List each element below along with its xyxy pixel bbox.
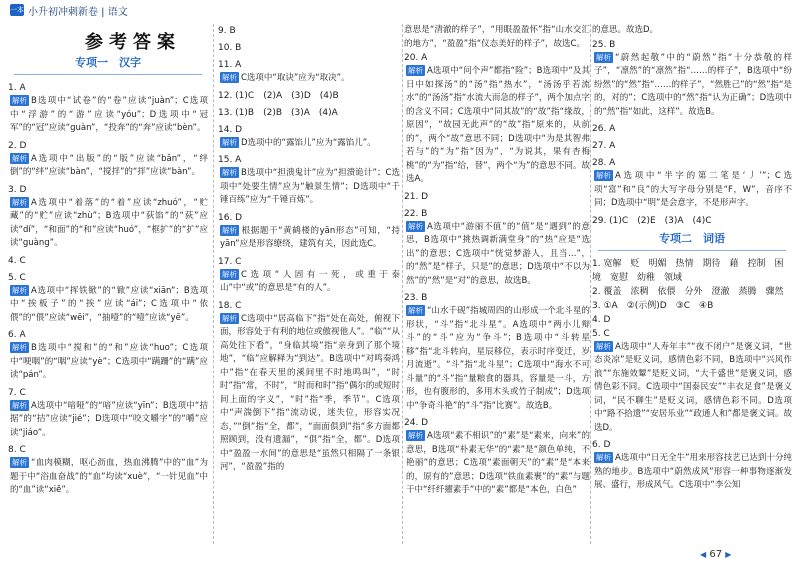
analysis-tag: 解析 [222,269,237,279]
analysis-text [404,305,590,413]
answer-list [592,38,792,228]
analysis-text [218,225,400,252]
answer-entry [592,341,792,436]
answer-entry [592,214,792,228]
analysis-tag: 解析 [222,168,237,177]
analysis-text [592,341,792,436]
analysis-body: A选项中“游丽不值”的“值”是“遇到”的意思，B选项中“挑热调新满堂身”的“热”应是“选出”的意思；C选项中“恍觉梦游人，且当…”，的“然”是“样子，只是”的意思；D选项中“不以为然”的“然”是“对”的意思，故选B。 [406,221,590,286]
analysis-body: C选项“人固有一死，或重于泰山”中“或”的意思是“有的人”。 [220,269,400,293]
page-number: 67 [709,549,723,560]
answer-list [592,341,792,493]
section-title-hanzi: 专项一 汉字 [75,56,141,69]
analysis-body: “蔚然起敬”中的“蔚然”指“十分恭敬的样子”，“凛然”的“凛然”指“……的样子”，B选项中“纷纷然”的“然”指“……的样子”，“然胜己”的“然”指“是的，对的”；C选项中的“然”指“认为正确”；D选项中的“然”指“如此，这样”。故选B。 [594,52,792,117]
answer-entry [218,153,400,208]
analysis-tag: 解析 [596,341,611,351]
answer-list [8,81,208,498]
answer-number: 15. A [218,155,242,165]
answer-entry [218,106,400,120]
analysis-text [592,52,792,120]
word-answer-number: 2. 覆盖 [592,286,622,297]
next-arrow-icon: ▶ [725,550,732,559]
analysis-tag: 解析 [408,66,423,75]
analysis-tag: 解析 [408,306,423,315]
series-title: 小升初冲刺新卷 | 语文 [28,7,128,18]
answer-number: 11. A [218,60,242,70]
answer-entry [592,38,792,120]
analysis-tag: 解析 [408,221,423,231]
analysis-tag: 解析 [222,137,237,147]
word-answer-number: 4. D [592,314,611,325]
analysis-tag: 解析 [12,96,27,105]
answer-number: 2. D [8,140,27,151]
word-answer-number: 5. C [592,328,610,339]
analysis-body: C选项中“居高临下”指“处在高处，俯视下面，形容处于有利的地位或傲视他人”。“临”“从高处往下看”，“身临其境”指“亲身到了那个境地”，“临”应解释为“到达”。B选项中“对鸣奏鸿中”指“在春天里的溪间里不时地鸣叫”，“时时”指“常，不时”，“时而和时”指“偶尔的或短时间上面的字义”，“时”指“季，季节”。C选项中“声湍倒下”指“流动说，迷失位，形容实况态，”“倒”指“全，都”，“面面俱到”指“多方面都照顾到，没有遗漏”，“俱”指“全，都”。D选项中“盈盈一水间”的意思是“虽然只相隔了一条银河”，“盈盈”指的 [220,313,400,472]
analysis-tag: 解析 [12,458,27,467]
analysis-tag: 解析 [596,52,611,62]
answer-number: 22. B [404,208,428,219]
analysis-body: A选项中“半字的第二笔是‘丿’”；C选项“富”和“良”的大写字母分别是“F，W”，音序不同；D选项中“明”是会意字，不是形声字。 [594,171,792,208]
continued-text: 意思是“清澈的样子”，“用眼盈盈怀”指“山水交汇的地方”，“盈盈”指“仪态美好的样子”，故选C。 [404,25,590,49]
answer-entry [218,24,400,38]
analysis-tag: 解析 [12,343,27,352]
answer-entry [218,58,400,86]
word-answer [592,313,792,327]
prev-arrow-icon: ◀ [700,550,707,559]
column-1 [8,24,208,544]
analysis-body: B选项中“搅和”的“和”应读“huo”；C选项中“哽咽”的“咽”应读“yè”；C选项中“蹒跚”的“蹒”应读“pán”。 [10,343,208,380]
analysis-text [8,153,208,180]
answer-number: 20. A [404,53,428,63]
answer-number: 7. C [8,387,26,398]
answer-entry [592,156,792,211]
column-4 [592,24,792,544]
word-answer-text: 浓稠 依偎 分外 澄澈 蒸腾 骤然 [621,286,784,297]
answer-number: 24. D [404,418,429,428]
analysis-text [218,72,400,86]
analysis-text [218,313,400,475]
answer-entry [404,51,590,187]
analysis-text [8,197,208,251]
analysis-body: D选项中的“露馅儿”应为“露馅儿”。 [241,137,376,148]
answer-list [404,51,590,498]
answer-number: 4. C [8,255,26,266]
analysis-body: C选项中“取诀”应为“取决”。 [241,73,350,83]
answer-number: 28. A [592,158,616,168]
answer-entry [592,139,792,153]
word-answer-text: ②(示例)D ③C ④B [617,300,714,311]
analysis-text [8,342,208,383]
word-answer-number: 1. 宽解 [592,258,622,269]
analysis-text [404,221,590,289]
answer-number: 23. B [404,293,428,303]
analysis-body: A选项“素不相识”的“素”是“素来，向来”的意思，B选项“朴素无华”的“素”是“颜色单纯，不艳丽”的意思；C选项“素面朝天”的“素”是“本来的，原有的”意思；D选项“铁血素裹”的“素”与题干中“纤纤擢素手”中的“素”都是“本色，白色” [406,431,590,495]
analysis-body: A选项中“人寿年丰”“夜不闭户”是褒义词，“世态炎凉”是贬义词，感情色彩不同，B选项中“兴风作浪”“东施效颦”是贬义词，“大千盛世”是褒义词，感情色彩不同。C选项中“国泰民安”“丰衣足食”是褒义词，“民不聊生”是贬义词，感情色彩不同。D选项中“路不拾遗”“安居乐业”“政通人和”都是褒义词。故选D。 [594,341,792,433]
answer-number: 17. C [218,256,242,267]
column-divider [590,24,591,544]
answer-number: 29. (1)C (2)E (3)A (4)C [592,215,712,226]
analysis-body: A选项中“日无全牛”用来形容技艺已达到十分纯熟的地步。B选项中“蔚然成风”形容一种事物逐渐发展、盛行，形成风气。C选项中“李公知 [594,453,792,490]
answer-entry [218,299,400,475]
column-divider [213,24,214,544]
analysis-text [218,167,400,208]
analysis-tag: 解析 [222,313,237,323]
answer-number: 21. D [404,191,429,202]
analysis-tag: 解析 [12,197,27,207]
answer-entry [218,211,400,252]
analysis-text [8,95,208,136]
word-answer [592,257,792,285]
answer-entry [8,81,208,136]
analysis-text [404,430,590,498]
answer-list [218,24,400,475]
analysis-body: A选项中“着落”的“着”应读“zhuó”，“贮藏”的“贮”应读“zhù”；B选项中“荻馅”的“荻”应读“dí”，“和面”的“和”应读“huó”，“框扩”的“扩”应读“guàng”。 [10,197,208,248]
analysis-tag: 解析 [12,400,27,410]
analysis-body: “山水千砚”指城周四的山形成一个北斗星的形状，“斗”指“北斗星”。A选项中“两小儿辩斗”的“斗”应为“争斗”；B选项中“斗转星移”指“北斗转向，星辰移位，表示时序变迁，岁月流逝”。“斗”指“北斗星”；C选项中“海水不可斗量”的“斗”指“量粮食的器具，容量是一斗，方形，也有腹形的，多用木头或竹子制成”；D选项中“争奇斗艳”的“斗”指“比赛”。故选B。 [406,306,590,411]
series-logo: 一本 [10,6,24,14]
analysis-tag: 解析 [596,453,611,462]
answer-entry [404,190,590,204]
answer-entry [404,207,590,289]
answer-entry [8,386,208,441]
answer-number: 12. (1)C (2)A (3)D (4)B [218,90,339,101]
answer-entry [592,438,792,493]
answer-number: 26. A [592,124,616,134]
analysis-body: B选项中“担溃鬼计”应为“担溃诡计”；C选项中“处要生情”应为“触景生情”；D选项中“千锤百练”应为“千锤百炼”。 [220,168,400,205]
column-divider [402,24,403,544]
analysis-body: A选项中“挥铁锨”的“锨”应读“xiān”；B选项中“挨板子”的“挨”应读“ái”；C选项中“依偎”的“偎”应读“wēi”，“抽噎”的“噎”应读“yē”。 [10,285,208,323]
word-list [592,257,792,341]
answer-entry [8,443,208,498]
answer-number: 27. A [592,141,616,151]
answer-entry [8,139,208,180]
answer-entry [8,271,208,326]
analysis-text [592,170,792,211]
answer-entry [218,123,400,151]
answer-number: 13. (1)B (2)B (3)A (4)A [218,107,338,118]
continued-text: 的意思。故选D。 [592,25,659,35]
answer-entry [218,89,400,103]
analysis-text [592,452,792,493]
word-answer [592,327,792,341]
answer-entry [404,416,590,498]
word-answer-text: 贬 明媚 热情 期待 藉 控制 困境 宽慰 幼稚 领域 [592,258,784,283]
analysis-body: B选项中“试卷”的“卷”应读“juàn”；C选项中“浮游”的“游”应读“yóu”；D选项中“冠军”的“冠”应读“guàn”，“投奔”的“奔”应读“bèn”。 [10,96,208,133]
answer-number: 25. B [592,39,616,50]
section-title-ciyu: 专项二 词语 [659,231,725,245]
analysis-body: “血肉模糊，呕心沥血，热血沸腾”中的“血”为题干中“浴血奋战”的“血”均读“xuè”，“一针见血”中的“血”读“xiě”。 [10,458,208,495]
analysis-tag: 解析 [12,153,27,163]
answer-number: 6. D [592,440,611,450]
analysis-tag: 解析 [12,285,27,295]
answer-number: 8. C [8,445,26,455]
analysis-body: A选项中“出版”的“版”应读“bǎn”，“绊倒”的“绊”应读“bàn”，“搅拌”的“拌”应读“bàn”。 [10,153,208,177]
answer-number: 1. A [8,83,26,93]
answer-entry [8,254,208,268]
analysis-text [8,285,208,326]
analysis-text [404,65,590,187]
answer-number: 18. C [218,300,242,311]
page-header [0,0,800,24]
answer-number: 14. D [218,124,243,135]
analysis-text [218,269,400,296]
answer-number: 6. A [8,330,26,340]
analysis-body: A选项中“问个声”都指“险”；B选项中“及其日中如探汤”的“汤”指“热水”，“汤汤乎若流水”的“汤汤”指“水流大而急的样子”，两个加点字的含义不同；C选项中“同其故”的“故”指“缘故，原因”，“故园无此声”的“故”指“原来的，从前的”，两个“故”意思不同；D选项中“为是其智弗若与”的“为”指“因为”，“为说其，果有杏梅桃”的“为”指“给，替”，两个“为”的意思不同。故选A。 [406,66,590,184]
answer-entry [592,122,792,136]
answer-entry [218,41,400,55]
answer-number: 5. C [8,272,26,283]
analysis-text [8,457,208,498]
column-2 [218,24,400,544]
answer-entry [8,183,208,251]
section-underline [598,250,786,251]
analysis-tag: 解析 [596,171,611,180]
analysis-body: A选项中“喑哑”的“喑”应读“yīn”；B选项中“拮据”的“拮”应读“jié”；D选项中“咬文嚼字”的“嚼”应读“jiáo”。 [10,400,208,438]
word-answer-number: 3. ①A [592,300,618,311]
answer-number: 3. D [8,184,27,195]
analysis-tag: 解析 [222,225,237,235]
page-title: 参考答案 [85,32,181,53]
answer-number: 16. D [218,212,243,223]
analysis-body: 根据题干“黄鹤楼的yān形态”可知，“持yān”应是形容缭绕，建筑有关，因此选C。 [220,225,400,249]
answer-number: 9. B [218,26,236,36]
section-underline [14,74,202,75]
answer-number: 10. B [218,43,242,53]
answer-entry [404,291,590,413]
word-answer [592,285,792,299]
answer-entry [218,255,400,296]
answer-entry [8,328,208,383]
column-3 [404,24,590,544]
word-answer [592,299,792,313]
page-footer [700,549,731,560]
analysis-text [218,137,400,151]
analysis-text [8,400,208,441]
analysis-tag: 解析 [408,431,423,440]
analysis-tag: 解析 [222,73,237,82]
